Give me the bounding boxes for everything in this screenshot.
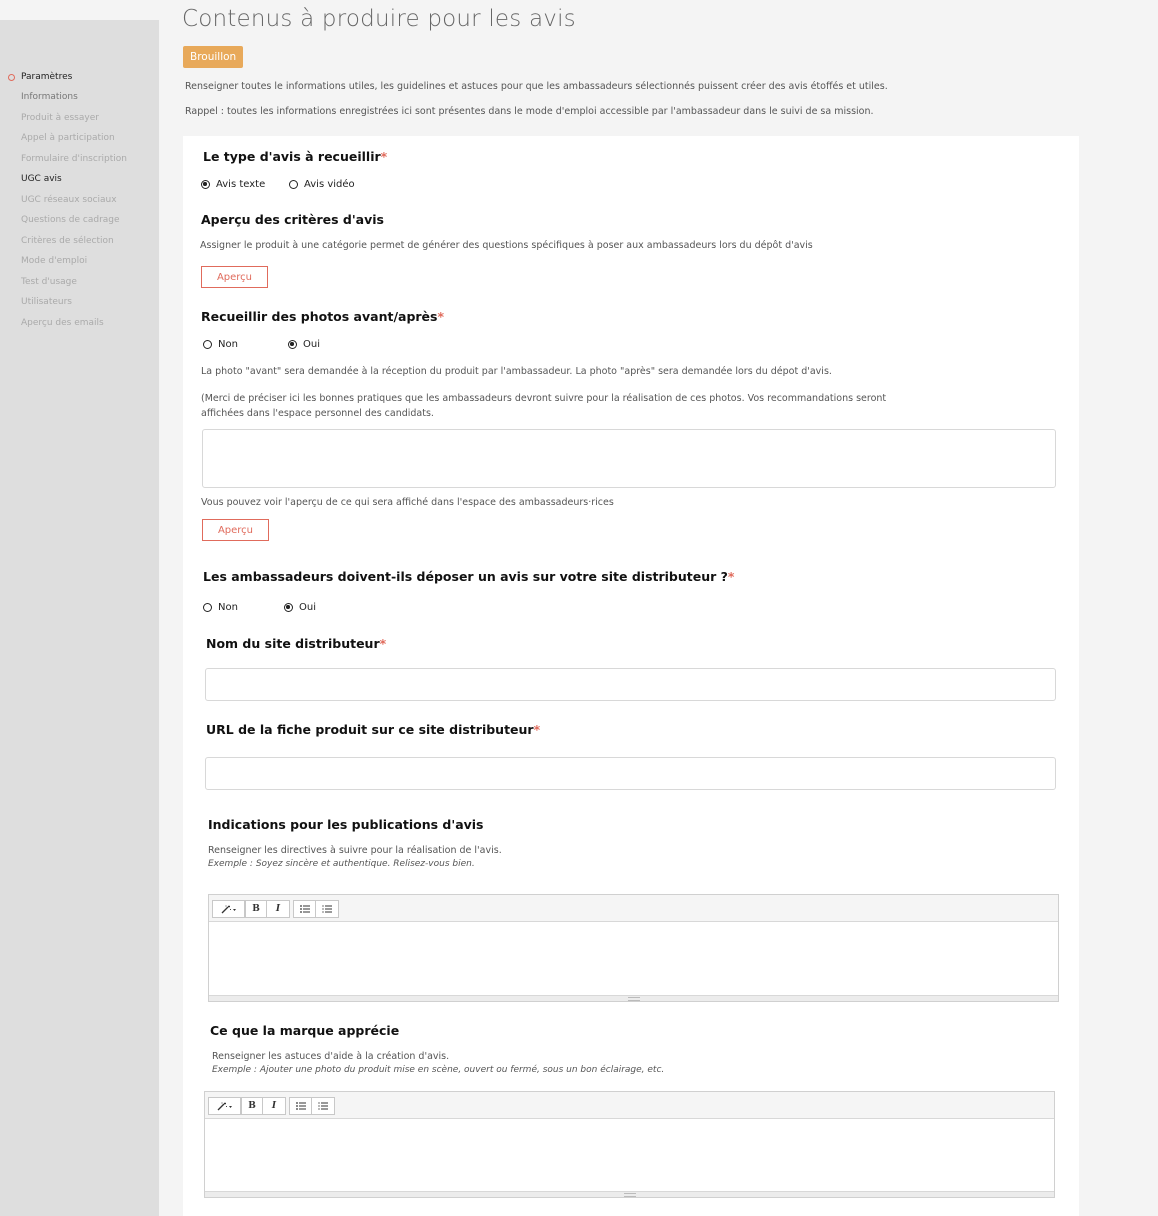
publication-guidelines-title: Indications pour les publications d'avis — [208, 817, 484, 832]
sidebar-item-utilisateurs[interactable]: Utilisateurs — [21, 297, 72, 307]
required-mark: * — [379, 636, 387, 651]
sidebar-item-informations[interactable]: Informations — [21, 92, 78, 102]
sidebar-item-test[interactable]: Test d'usage — [21, 276, 77, 287]
radio-checked-icon — [284, 603, 293, 612]
required-mark: * — [437, 309, 445, 324]
radio-avis-texte[interactable]: Avis texte — [201, 179, 265, 190]
sidebar-item-questions[interactable]: Questions de cadrage — [21, 215, 120, 225]
status-badge: Brouillon — [183, 46, 243, 68]
publication-guidelines-example: Exemple : Soyez sincère et authentique. Relisez-vous bien. — [208, 859, 475, 869]
toolbar-group-style — [208, 1097, 241, 1115]
sidebar-item-ugc-reseaux[interactable]: UGC réseaux sociaux — [21, 194, 117, 205]
radio-unchecked-icon — [203, 340, 212, 349]
radio-checked-icon — [288, 340, 297, 349]
publication-guidelines-description: Renseigner les directives à suivre pour la réalisation de l'avis. — [208, 845, 502, 856]
italic-button[interactable]: I — [271, 1101, 277, 1111]
publication-guidelines-editor — [208, 894, 1059, 1002]
radio-unchecked-icon — [289, 180, 298, 189]
brand-tips-example: Exemple : Ajouter une photo du produit mise en scène, ouvert ou fermé, sous un bon éclairage, etc. — [212, 1065, 665, 1075]
form-card — [183, 136, 1079, 1216]
sidebar — [0, 20, 159, 1216]
toolbar-group-format — [241, 1097, 286, 1115]
sidebar-list — [21, 90, 127, 336]
required-mark: * — [380, 149, 388, 164]
toolbar-group-style — [212, 900, 245, 918]
sidebar-item-ugc-avis[interactable]: UGC avis — [21, 174, 62, 184]
product-url-input[interactable] — [205, 757, 1056, 790]
required-mark: * — [533, 722, 541, 737]
radio-unchecked-icon — [203, 603, 212, 612]
bullet-list-button[interactable] — [290, 1098, 312, 1114]
sidebar-item-criteres[interactable]: Critères de sélection — [21, 235, 114, 246]
photos-preview-note: Vous pouvez voir l'aperçu de ce qui sera affiché dans l'espace des ambassadeurs·rices — [201, 497, 614, 508]
editor-toolbar — [209, 895, 1058, 922]
magic-wand-icon[interactable] — [213, 901, 244, 917]
style-dropdown-icon — [217, 1102, 233, 1111]
sidebar-item-produit[interactable]: Produit à essayer — [21, 112, 99, 123]
review-type-title: Le type d'avis à recueillir* — [203, 149, 388, 164]
required-mark: * — [727, 569, 735, 584]
numbered-list-button[interactable] — [316, 901, 338, 917]
bullet-list-button[interactable] — [294, 901, 316, 917]
criteria-description: Assigner le produit à une catégorie permet de générer des questions spécifiques à poser aux ambassadeurs lors du dépôt d'avis — [200, 240, 813, 251]
radio-distributor-non[interactable]: Non — [203, 602, 238, 613]
numbered-list-icon — [318, 1102, 328, 1110]
bullet-list-icon — [300, 905, 310, 913]
brand-tips-title: Ce que la marque apprécie — [210, 1023, 400, 1038]
photos-preview-button[interactable]: Aperçu — [202, 519, 269, 541]
sidebar-item-emails[interactable]: Aperçu des emails — [21, 317, 104, 328]
numbered-list-icon — [322, 905, 332, 913]
toolbar-group-lists — [289, 1097, 335, 1115]
settings-ring-icon — [8, 74, 15, 81]
sidebar-section-label: Paramètres — [21, 72, 73, 82]
radio-checked-icon — [201, 180, 210, 189]
italic-button[interactable]: I — [275, 904, 281, 914]
page-title: Contenus à produire pour les avis — [182, 6, 576, 32]
radio-photos-non[interactable]: Non — [203, 339, 238, 350]
editor-resize-handle[interactable] — [209, 995, 1058, 1001]
distributor-title: Les ambassadeurs doivent-ils déposer un avis sur votre site distributeur ?* — [203, 569, 735, 584]
radio-avis-video[interactable]: Avis vidéo — [289, 179, 355, 190]
reminder-text: Rappel : toutes les informations enregistrées ici sont présentes dans le mode d'emploi accessible par l'ambassadeur dans le suivi de sa mission. — [185, 106, 874, 117]
criteria-preview-button[interactable]: Aperçu — [201, 266, 268, 288]
photos-guidelines-textarea[interactable] — [202, 429, 1056, 488]
bold-button[interactable]: B — [246, 901, 267, 917]
radio-photos-oui[interactable]: Oui — [288, 339, 320, 350]
numbered-list-button[interactable] — [312, 1098, 334, 1114]
sidebar-item-formulaire[interactable]: Formulaire d'inscription — [21, 153, 127, 164]
site-name-label: Nom du site distributeur* — [206, 636, 387, 651]
brand-tips-description: Renseigner les astuces d'aide à la création d'avis. — [212, 1051, 450, 1062]
product-url-label: URL de la fiche produit sur ce site distributeur* — [206, 722, 541, 737]
sidebar-item-appel[interactable]: Appel à participation — [21, 133, 115, 143]
radio-distributor-oui[interactable]: Oui — [284, 602, 316, 613]
magic-wand-icon[interactable] — [209, 1098, 240, 1114]
sidebar-section-parametres[interactable] — [8, 72, 72, 82]
editor-toolbar — [205, 1092, 1054, 1119]
photos-instructions: (Merci de préciser ici les bonnes pratiques que les ambassadeurs devront suivre pour la réalisation de ces photos. Vos recommandations seront affichées dans l'espace personnel des candidats. — [201, 393, 887, 419]
intro-text: Renseigner toutes le informations utiles, les guidelines et astuces pour que les ambassadeurs sélectionnés puissent créer des avis étoffés et utiles. — [185, 81, 888, 92]
photos-title: Recueillir des photos avant/après* — [201, 309, 445, 324]
bullet-list-icon — [296, 1102, 306, 1110]
sidebar-item-mode[interactable]: Mode d'emploi — [21, 256, 88, 266]
toolbar-group-lists — [293, 900, 339, 918]
brand-tips-editor — [204, 1091, 1055, 1198]
bold-button[interactable]: B — [242, 1098, 263, 1114]
photos-info: La photo "avant" sera demandée à la réception du produit par l'ambassadeur. La photo "après" sera demandée lors du dépot d'avis. — [201, 366, 832, 377]
toolbar-group-format — [245, 900, 290, 918]
criteria-preview-title: Aperçu des critères d'avis — [201, 212, 384, 227]
site-name-input[interactable] — [205, 668, 1056, 701]
style-dropdown-icon — [221, 905, 237, 914]
editor-resize-handle[interactable] — [205, 1191, 1054, 1197]
